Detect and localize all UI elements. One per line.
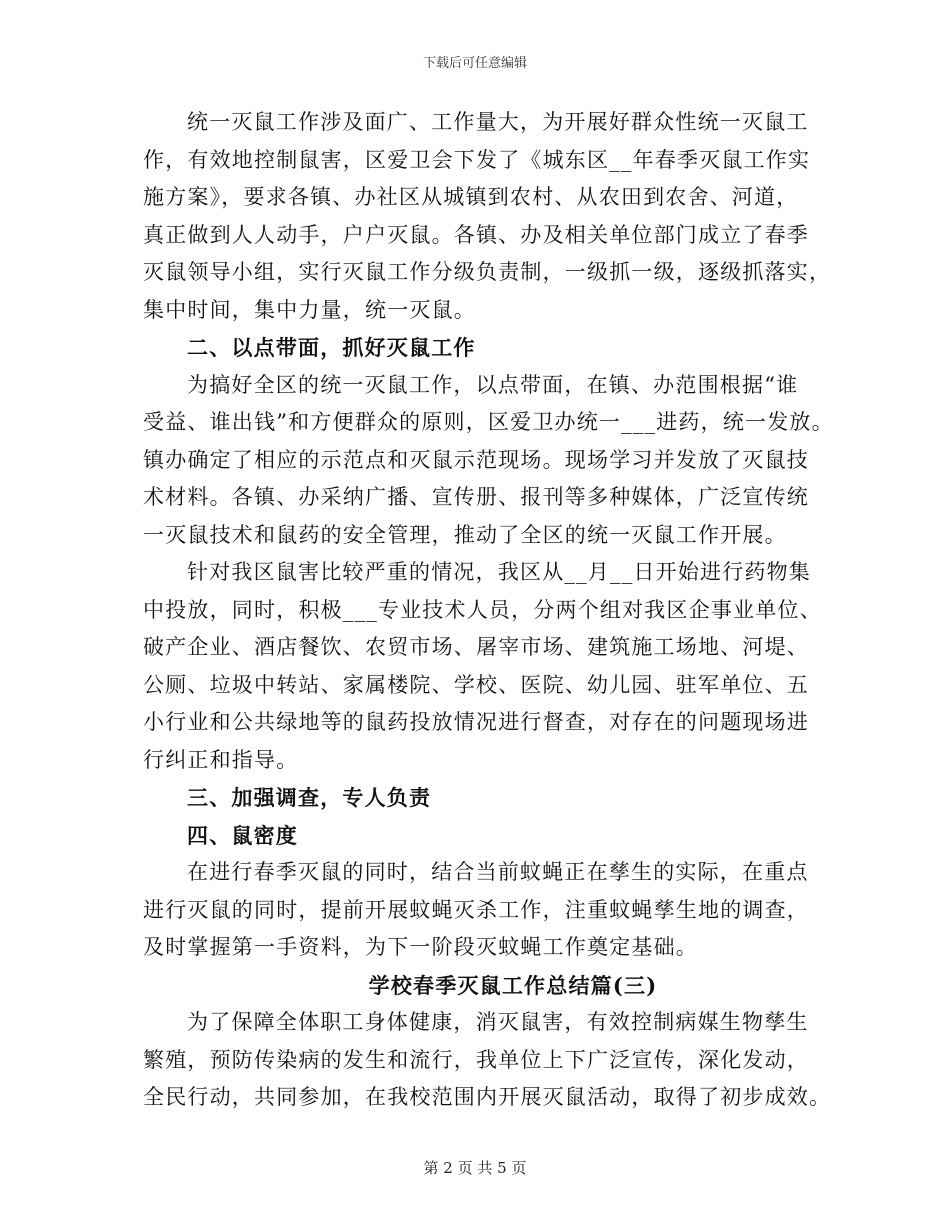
paragraph-line: 及时掌握第一手资料，为下一阶段灭蚊蝇工作奠定基础。 [143, 935, 698, 959]
paragraph-line: 进行灭鼠的同时，提前开展蚊蝇灭杀工作，注重蚊蝇孳生地的调查， [143, 897, 809, 922]
paragraph-line: 施方案》，要求各镇、办社区从城镇到农村、从农田到农舍、河道， [143, 185, 799, 209]
page-header: 下载后可任意编辑 [422, 56, 527, 71]
paragraph-line: 小行业和公共绿地等的鼠药投放情况进行督查，对存在的问题现场进 [143, 710, 809, 734]
document-body [143, 104, 834, 1117]
paragraph-line: 术材料。各镇、办采纳广播、宣传册、报刊等多种媒体，广泛宣传统 [143, 485, 809, 509]
section-heading: 四、鼠密度 [187, 822, 298, 848]
page-footer: 第 2 页 共 5 页 [423, 1159, 527, 1177]
paragraph-line: 为搞好全区的统一灭鼠工作，以点带面，在镇、办范围根据“谁 [187, 372, 799, 397]
paragraph-line: 统一灭鼠工作涉及面广、工作量大，为开展好群众性统一灭鼠工 [187, 110, 809, 134]
paragraph-line: 作，有效地控制鼠害，区爱卫会下发了《城东区__年春季灭鼠工作实 [143, 147, 811, 172]
paragraph-line: 在进行春季灭鼠的同时，结合当前蚊蝇正在孳生的实际，在重点 [187, 860, 809, 884]
paragraph-line: 繁殖，预防传染病的发生和流行，我单位上下广泛宣传，深化发动， [143, 1047, 809, 1072]
paragraph-line: 公厕、垃圾中转站、家属楼院、学校、医院、幼儿园、驻军单位、五 [143, 672, 809, 697]
article-title: 学校春季灭鼠工作总结篇(三) [368, 972, 658, 998]
paragraph-line: 为了保障全体职工身体健康，消灭鼠害，有效控制病媒生物孳生 [187, 1010, 809, 1034]
paragraph-line: 镇办确定了相应的示范点和灭鼠示范现场。现场学习并发放了灭鼠技 [143, 447, 809, 472]
paragraph-line: 破产企业、酒店餐饮、农贸市场、屠宰市场、建筑施工场地、河堤、 [143, 635, 809, 659]
paragraph-line: 针对我区鼠害比较严重的情况，我区从__月__日开始进行药物集 [187, 560, 811, 584]
paragraph-line: 受益、谁出钱”和方便群众的原则，区爱卫办统一___进药，统一发放。 [143, 410, 834, 434]
paragraph-line: 灭鼠领导小组，实行灭鼠工作分级负责制，一级抓一级，逐级抓落实， [143, 260, 832, 284]
paragraph-line: 一灭鼠技术和鼠药的安全管理，推动了全区的统一灭鼠工作开展。 [143, 522, 787, 547]
paragraph-line: 全民行动，共同参加，在我校范围内开展灭鼠活动，取得了初步成效。 [143, 1085, 832, 1109]
paragraph-line: 真正做到人人动手，户户灭鼠。各镇、办及相关单位部门成立了春季 [143, 222, 809, 247]
paragraph-line: 中投放，同时，积极___专业技术人员，分两个组对我区企事业单位、 [143, 597, 822, 622]
section-heading: 三、加强调查，专人负责 [187, 785, 432, 810]
section-heading: 二、以点带面，抓好灭鼠工作 [187, 335, 476, 360]
paragraph-line: 行纠正和指导。 [143, 747, 299, 772]
paragraph-line: 集中时间，集中力量，统一灭鼠。 [143, 297, 476, 322]
